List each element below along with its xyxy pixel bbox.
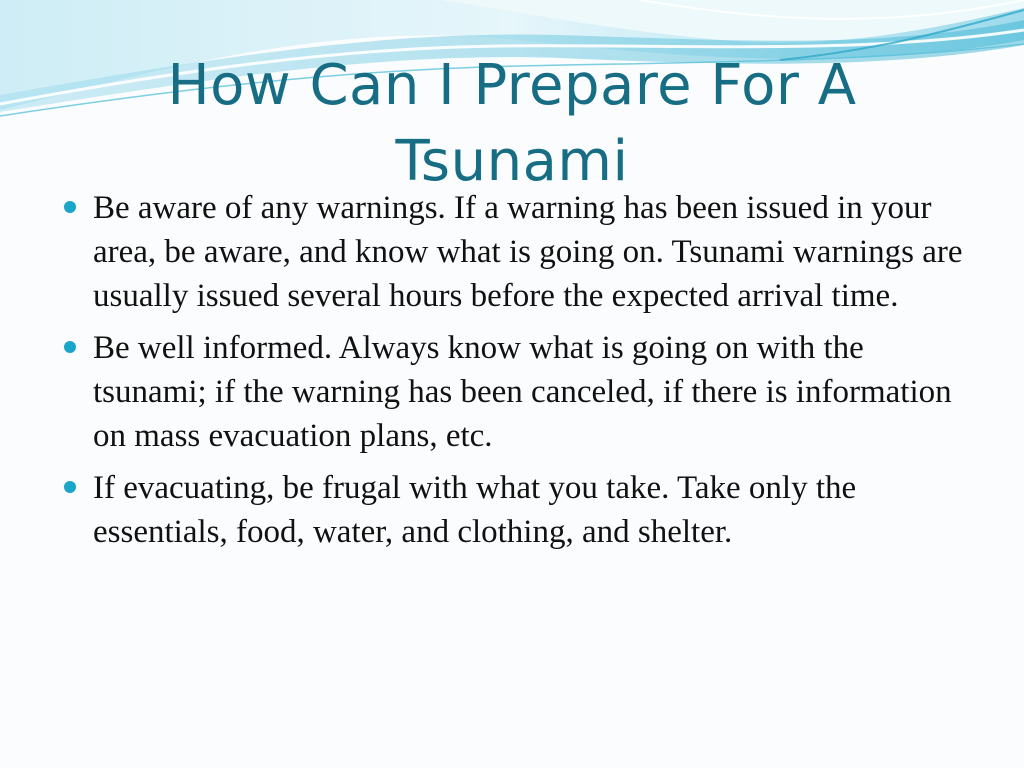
slide-title: How Can I Prepare For A Tsunami: [167, 53, 857, 194]
bullet-list: [62, 186, 967, 562]
bullet-item: [62, 186, 967, 318]
bullet-item: [62, 326, 967, 458]
bullet-dot-icon: [64, 341, 76, 353]
bullet-dot-icon: [64, 201, 76, 213]
bullet-item: [62, 466, 967, 554]
bullet-text: Be aware of any warnings. If a warning has been issued in your area, be aware, and know what is going on. Tsunami warnings are usually issued several hours before the expected arrival time.: [93, 190, 963, 314]
bullet-text: If evacuating, be frugal with what you take. Take only the essentials, food, water, and clothing, and shelter.: [93, 470, 857, 550]
bullet-dot-icon: [64, 481, 76, 493]
bullet-text: Be well informed. Always know what is going on with the tsunami; if the warning has been canceled, if there is information on mass evacuation plans, etc.: [93, 330, 952, 454]
